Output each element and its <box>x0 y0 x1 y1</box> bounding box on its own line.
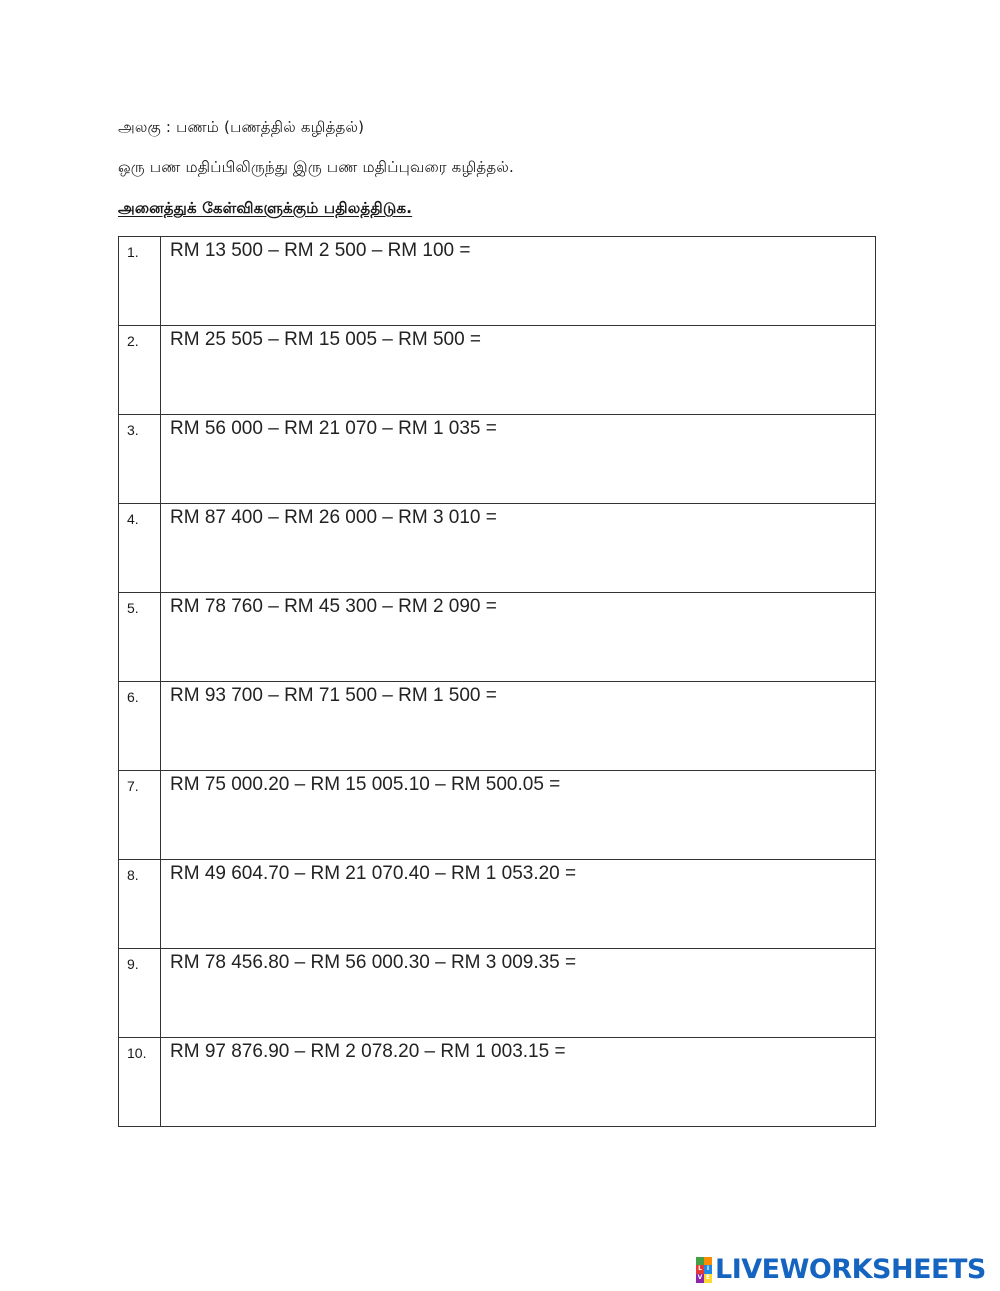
question-number: 4. <box>119 504 161 593</box>
question-row <box>119 237 876 326</box>
question-expression: RM 49 604.70 – RM 21 070.40 – RM 1 053.20 = <box>161 860 876 949</box>
question-number: 1. <box>119 237 161 326</box>
question-row <box>119 593 876 682</box>
question-number: 6. <box>119 682 161 771</box>
question-expression: RM 56 000 – RM 21 070 – RM 1 035 = <box>161 415 876 504</box>
question-row <box>119 415 876 504</box>
question-expression: RM 13 500 – RM 2 500 – RM 100 = <box>161 237 876 326</box>
question-row <box>119 860 876 949</box>
question-row <box>119 949 876 1038</box>
liveworksheets-logo-icon <box>696 1257 712 1283</box>
question-row <box>119 682 876 771</box>
question-row <box>119 1038 876 1127</box>
question-row <box>119 326 876 415</box>
instruction-text: அனைத்துக் கேள்விகளுக்கும் பதிலத்திடுக. <box>118 199 413 217</box>
question-expression: RM 78 760 – RM 45 300 – RM 2 090 = <box>161 593 876 682</box>
question-number: 5. <box>119 593 161 682</box>
question-row <box>119 771 876 860</box>
question-number: 7. <box>119 771 161 860</box>
logo-tile: V <box>697 1273 703 1281</box>
worksheet-subtitle: ஒரு பண மதிப்பிலிருந்து இரு பண மதிப்புவரை கழித்தல். <box>118 158 514 176</box>
question-number: 10. <box>119 1038 161 1127</box>
question-expression: RM 97 876.90 – RM 2 078.20 – RM 1 003.15 = <box>161 1038 876 1127</box>
logo-tile: E <box>705 1273 711 1281</box>
question-expression: RM 93 700 – RM 71 500 – RM 1 500 = <box>161 682 876 771</box>
logo-tile: L <box>696 1265 704 1274</box>
logo-tile: I <box>704 1265 712 1274</box>
question-expression: RM 75 000.20 – RM 15 005.10 – RM 500.05 = <box>161 771 876 860</box>
logo-tile <box>704 1257 712 1265</box>
question-row <box>119 504 876 593</box>
question-number: 3. <box>119 415 161 504</box>
question-expression: RM 78 456.80 – RM 56 000.30 – RM 3 009.35 = <box>161 949 876 1038</box>
question-number: 2. <box>119 326 161 415</box>
question-expression: RM 87 400 – RM 26 000 – RM 3 010 = <box>161 504 876 593</box>
questions-table <box>118 236 876 1127</box>
brand-name: LIVEWORKSHEETS <box>715 1254 986 1285</box>
unit-title: அலகு : பணம் (பணத்தில் கழித்தல்) <box>118 118 365 136</box>
question-number: 8. <box>119 860 161 949</box>
liveworksheets-brand <box>696 1254 986 1285</box>
logo-tile <box>696 1257 704 1265</box>
question-number: 9. <box>119 949 161 1038</box>
question-expression: RM 25 505 – RM 15 005 – RM 500 = <box>161 326 876 415</box>
